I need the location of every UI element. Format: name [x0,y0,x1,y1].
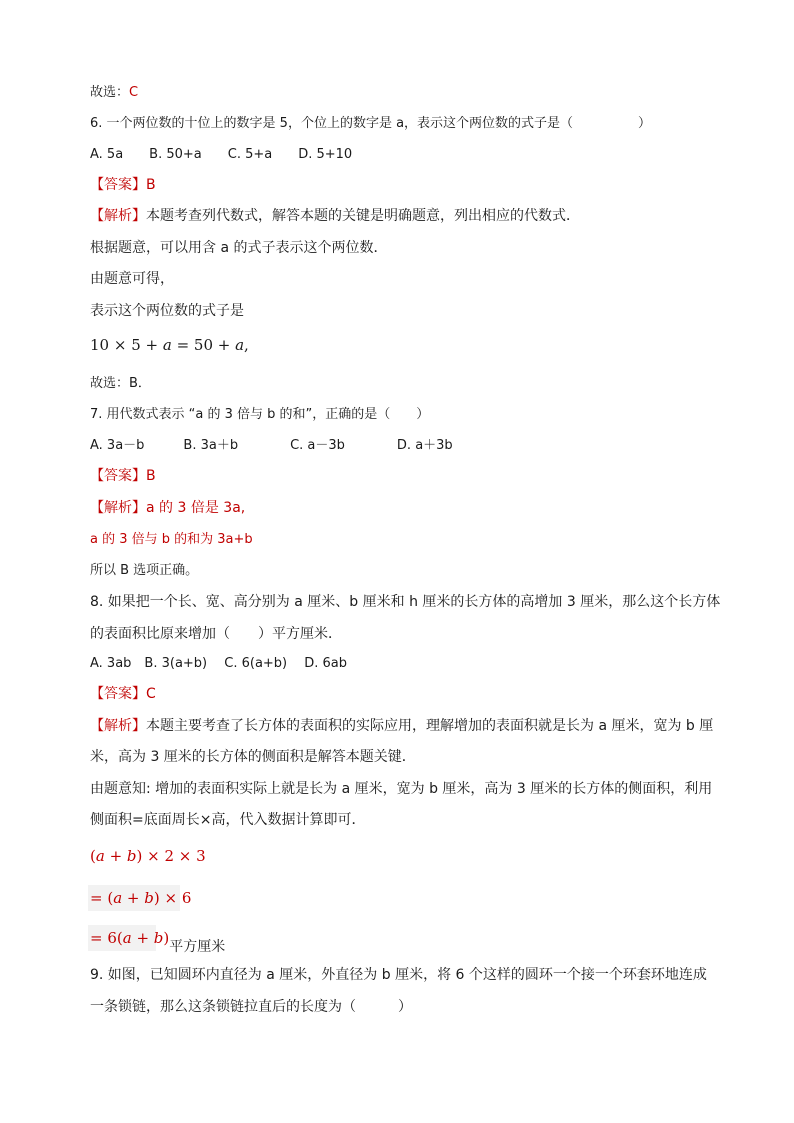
formula-part: = ( [90,889,114,907]
formula-variable: b [153,929,164,947]
analysis-tag: 【解析】 [90,208,146,224]
question-8: 8. 如果把一个长、宽、高分别为 a 厘米、b 厘米和 h 厘米的长方体的高增加 3 厘米，那么这个长方体 [90,594,721,610]
analysis-tag: 【解析】 [90,718,146,734]
question-8-answer [90,685,156,703]
question-6-analysis [90,207,580,225]
formula-variable: b [126,847,137,865]
analysis-line: 所以 B 选项正确。 [90,563,199,578]
answer-tag: 【答案】 [90,468,146,484]
formula-step-1 [90,847,206,865]
formula-part: = 50 + [171,336,236,354]
answer-tag: 【答案】 [90,177,146,193]
analysis-line: 由题意知: 增加的表面积实际上就是长为 a 厘米，宽为 b 厘米，高为 3 厘米的长方体的侧面积，利用 [90,781,713,797]
formula-part: + [122,889,145,907]
formula-expression [90,929,169,947]
question-6: 6. 一个两位数的十位上的数字是 5，个位上的数字是 a，表示这个两位数的式子是（ ） [90,116,652,131]
question-7: 7. 用代数式表示 “a 的 3 倍与 b 的和”，正确的是（ ） [90,407,430,422]
conclusion-answer: C [129,85,139,100]
question-6-options: A. 5a B. 50+a C. 5+a D. 5+10 [90,147,353,162]
formula-part: , [244,336,249,354]
formula-variable: a [162,336,172,354]
analysis-text: 本题主要考查了长方体的表面积的实际应用，理解增加的表面积就是长为 a 厘米，宽为 b 厘 [146,718,714,734]
analysis-tag: 【解析】 [90,500,146,516]
unit-label: 平方厘米 [169,939,226,955]
question-7-answer [90,467,156,485]
question-8-line2: 的表面积比原来增加（ ）平方厘米． [90,626,342,642]
answer-tag: 【答案】 [90,686,146,702]
question-9: 9. 如图，已知圆环内直径为 a 厘米，外直径为 b 厘米，将 6 个这样的圆环一个接一个环套环地连成 [90,967,707,983]
question-9-line2: 一条锁链，那么这条锁链拉直后的长度为（ ） [90,999,412,1015]
question-8-analysis [90,717,713,735]
question-8-options: A. 3ab B. 3(a+b) C. 6(a+b) D. 6ab [90,656,348,671]
formula-part: ) × 6 [153,889,192,907]
analysis-line: 侧面积=底面周长×高，代入数据计算即可． [90,812,366,828]
formula-part: + [131,929,154,947]
question-7-analysis [90,499,245,517]
analysis-line: 表示这个两位数的式子是 [90,303,244,319]
analysis-text: 本题考查列代数式，解答本题的关键是明确题意，列出相应的代数式． [146,208,580,224]
analysis-text: a 的 3 倍是 3a, [146,500,246,516]
formula-variable: b [144,889,154,907]
question-7-options: A. 3a－b B. 3a＋b C. a－3b D. a＋3b [90,438,453,453]
formula-variable: a [113,889,123,907]
answer-value: B [146,177,156,193]
formula-q6 [90,336,249,354]
formula-part: + [104,847,127,865]
formula-variable: a [122,929,132,947]
answer-value: B [146,468,156,484]
formula-step-2 [90,889,191,907]
question-6-answer [90,176,156,194]
formula-part: ( [90,847,96,865]
formula-step-3 [90,929,226,955]
formula-variable: a [235,336,245,354]
prev-conclusion [90,84,138,102]
analysis-line: 米，高为 3 厘米的长方体的侧面积是解答本题关键． [90,749,416,765]
formula-part: = 6( [90,929,123,947]
question-6-conclusion: 故选：B． [90,376,151,391]
formula-variable: a [95,847,105,865]
analysis-line: 由题意可得， [90,271,174,287]
conclusion-label: 故选： [90,85,130,100]
analysis-line: 根据题意，可以用含 a 的式子表示这个两位数． [90,240,388,256]
answer-value: C [146,686,156,702]
formula-part: 10 × 5 + [90,336,163,354]
formula-part: ) [163,929,170,947]
analysis-line: a 的 3 倍与 b 的和为 3a+b [90,532,253,547]
formula-part: ) × 2 × 3 [136,847,206,865]
